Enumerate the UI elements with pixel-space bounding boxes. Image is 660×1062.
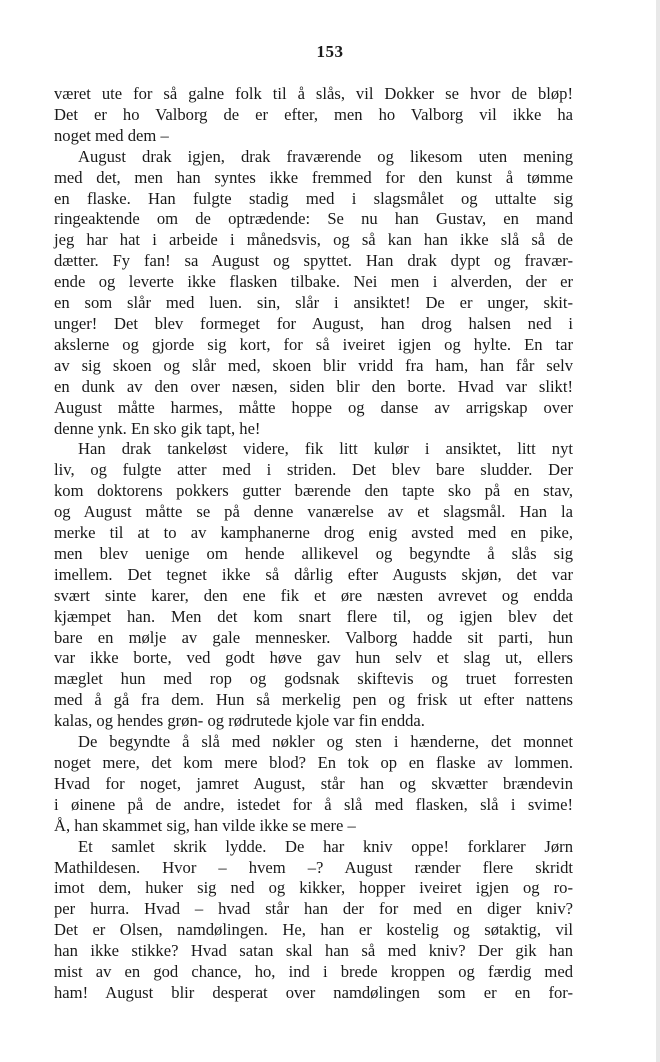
text-line: ringeaktende om de optrædende: Se nu han Gustav, en mand	[54, 209, 573, 229]
text-line: en flaske. Han fulgte stadig med i slagsmålet og uttalte sig	[54, 188, 573, 208]
text-line: akslerne og gjorde sig kort, for så iveiret igjen og hylte. En tar	[54, 334, 573, 354]
text-line: med det, men han syntes ikke fremmed for den kunst å tømme	[54, 167, 573, 187]
text-line: kjæmpet han. Men det kom snart flere til, og igjen blev det	[54, 606, 573, 626]
text-line: per hurra. Hvad – hvad står han der for med en diger kniv?	[54, 899, 573, 919]
text-line: en dunk av den over næsen, siden blir den borte. Hvad var slikt!	[54, 376, 573, 396]
text-line: liv, og fulgte atter med i striden. Det blev bare sludder. Der	[54, 460, 573, 480]
text-line: kom doktorens pokkers gutter bærende den tapte sko på en stav,	[54, 481, 573, 501]
text-line: med å gå fra dem. Hun så merkelig pen og frisk ut efter nattens	[54, 690, 573, 710]
scan-edge	[656, 0, 660, 1062]
text-line: August måtte harmes, måtte hoppe og danse av arrigskap over	[54, 397, 573, 417]
page-number: 153	[316, 42, 344, 61]
text-line: dætter. Fy fan! sa August og spyttet. Han drak dypt og fravær-	[54, 251, 573, 271]
text-line: noget mere, det kom mere blod? En tok op en flaske av lommen.	[54, 753, 573, 772]
text-line: Han drak tankeløst videre, fik litt kulør i ansiktet, litt nyt	[78, 439, 573, 459]
text-line: Det er Olsen, namdølingen. He, han er kostelig og søtaktig, vil	[54, 920, 573, 940]
text-line: mæglet hun med rop og godsnak skiftevis og truet forresten	[54, 669, 573, 689]
text-line: Å, han skammet sig, han vilde ikke se mere –	[54, 815, 356, 835]
text-line: ham! August blir desperat over namdølingen som er en for-	[54, 982, 573, 1002]
text-line: imot dem, huker sig ned og kikker, hopper iveiret igjen og ro-	[54, 878, 573, 898]
text-line: svært sinte karer, den ene fik et øre næsten avrevet og endda	[54, 585, 573, 605]
text-line: en som slår med luen. sin, slår i ansiktet! De er unger, skit-	[54, 293, 573, 313]
text-line: men blev uenige om hende allikevel og begyndte å slås sig	[54, 543, 573, 563]
text-line: av sig skoen og slår med, skoen blir vridd fra ham, han får selv	[54, 355, 573, 375]
text-line: Hvad for noget, jamret August, står han og skvætter brændevin	[54, 773, 573, 793]
text-line: var ikke borte, ved godt høve gav hun selv et slag ut, ellers	[54, 648, 573, 668]
text-line: merke til at to av kamphanerne drog enig avsted med en pike,	[54, 523, 573, 543]
text-line: denne ynk. En sko gik tapt, he!	[54, 418, 261, 438]
text-line: Mathildesen. Hvor – hvem –? August rænder flere skridt	[54, 857, 573, 877]
text-line: imellem. Det tegnet ikke så dårlig efter Augusts skjøn, det var	[54, 564, 573, 584]
text-line: Det er ho Valborg de er efter, men ho Valborg vil ikke ha	[54, 104, 573, 124]
text-line: De begyndte å slå med nøkler og sten i hænderne, det monnet	[78, 732, 573, 752]
text-line: været ute for så galne folk til å slås, vil Dokker se hvor de bløр!	[54, 84, 573, 103]
text-line: unger! Det blev formeget for August, han drog halsen ned i	[54, 313, 573, 333]
text-line: og August måtte se på denne vanærelse av et slagsmål. Han la	[54, 502, 573, 522]
text-line: noget med dem –	[54, 125, 169, 145]
text-line: i øinene på de andre, istedet for å slå med flasken, slå i svime!	[54, 794, 573, 814]
text-line: bare en mølje av gale mennesker. Valborg hadde sit parti, hun	[54, 627, 573, 647]
text-line: Et samlet skrik lydde. De har kniv oppe! forklarer Jørn	[78, 836, 573, 856]
text-line: ende og leverte ikke flasken tilbake. Nei men i alverden, der er	[54, 272, 573, 292]
text-line: jeg har hat i arbeide i månedsvis, og så kan han ikke slå så de	[54, 230, 573, 250]
text-line: han ikke stikke? Hvad satan skal han så med kniv? Der gik han	[54, 941, 573, 961]
text-line: kalas, og hendes grøn- og rødrutede kjole var fin endda.	[54, 711, 425, 731]
text-line: August drak igjen, drak fraværende og likesom uten mening	[78, 146, 573, 166]
text-line: mist av en god chance, ho, ind i brede kroppen og færdig med	[54, 962, 573, 982]
body-text	[54, 84, 573, 1004]
